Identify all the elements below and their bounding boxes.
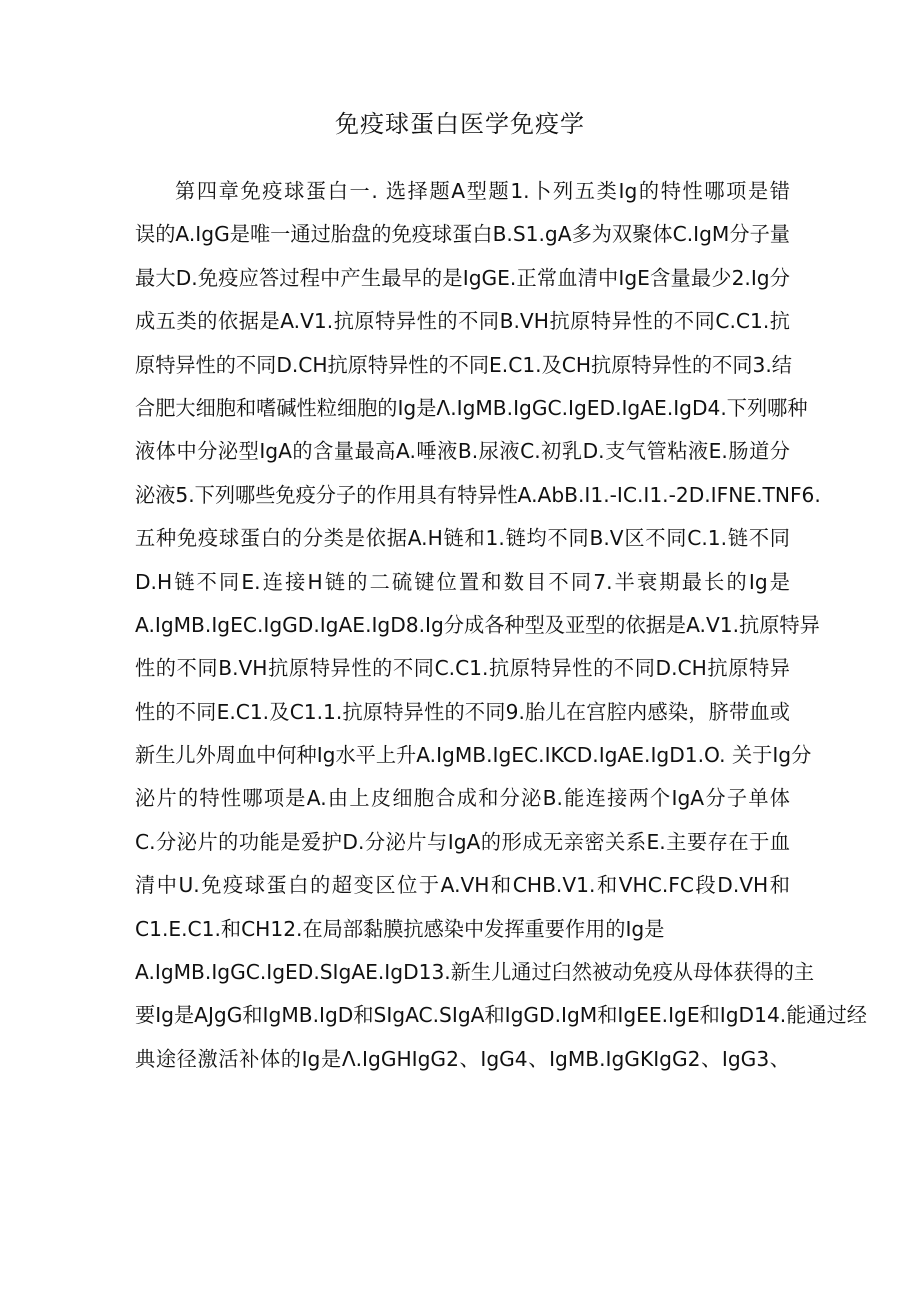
body-line: 清中U.免疫球蛋白的超变区位于A.VH和CHB.V1.和VHC.FC段D.VH和 — [135, 873, 790, 898]
body-line: D.H链不同E.连接H链的二硫键位置和数目不同7.半衰期最长的Ig是 — [135, 569, 790, 594]
document-title: 免疫球蛋白医学免疫学 — [335, 110, 585, 138]
body-line: 最大D.免疫应答过程中产生最早的是IgGE.正常血清中IgE含量最少2.Ig分 — [135, 265, 790, 290]
body-line: 五种免疫球蛋白的分类是依据A.H链和1.链均不同B.V区不同C.1.链不同 — [135, 526, 790, 551]
body-line: 误的A.IgG是唯一通过胎盘的免疫球蛋白B.S1.gA多为双聚体C.IgM分子量 — [135, 222, 790, 247]
body-line: 典途径激活补体的Ig是Λ.IgGHIgG2、IgG4、IgMB.IgGKIgG2、IgG3、 — [135, 1046, 790, 1071]
body-line: 泌片的特性哪项是A.由上皮细胞合成和分泌B.能连接两个IgA分子单体 — [135, 786, 790, 811]
body-line: 合肥大细胞和嗜碱性粒细胞的Ig是Λ.IgMB.IgGC.IgED.IgAE.IgD4.下列哪种 — [135, 395, 808, 420]
body-line: 液体中分泌型IgA的含量最高A.唾液B.尿液C.初乳D.支气管粘液E.肠道分 — [135, 439, 790, 464]
body-line: A.IgMB.IgEC.IgGD.IgAE.IgD8.Ig分成各种型及亚型的依据是A.V1.抗原特异 — [135, 612, 820, 637]
body-line: 第四章免疫球蛋白一. 选择题A型题1.卜列五类Ig的特性哪项是错 — [175, 179, 790, 203]
body-line: 性的不同E.C1.及C1.1.抗原特异性的不同9.胎儿在宫腔内感染，脐带血或 — [135, 699, 790, 724]
body-line: 成五类的依据是A.V1.抗原特异性的不同B.VH抗原特异性的不同C.C1.抗 — [135, 309, 790, 334]
body-line: 要Ig是AJgG和IgMB.IgD和SIgAC.SIgA和IgGD.IgM和IgEE.IgE和IgD14.能通过经 — [135, 1003, 867, 1028]
document-body — [135, 170, 867, 1081]
body-line: C1.E.C1.和CH12.在局部黏膜抗感染中发挥重要作用的Ig是 — [135, 916, 665, 941]
body-line: 原特异性的不同D.CH抗原特异性的不同E.C1.及CH抗原特异性的不同3.结 — [135, 352, 792, 377]
body-line: 新生儿外周血中何种Ig水平上升A.IgMB.IgEC.IKCD.IgAE.IgD1.O. 关于Ig分 — [135, 743, 812, 768]
body-line: 泌液5.下列哪些免疫分子的作用具有特异性A.AbB.I1.-IC.I1.-2D.IFNE.TNF6. — [135, 482, 821, 507]
body-line: 性的不同B.VH抗原特异性的不同C.C1.抗原特异性的不同D.CH抗原特异 — [135, 656, 790, 681]
body-line: C.分泌片的功能是爱护D.分泌片与IgA的形成无亲密关系E.主要存在于血 — [135, 829, 790, 854]
body-line: A.IgMB.IgGC.IgED.SIgAE.IgD13.新生儿通过臼然被动免疫从母体获得的主 — [135, 960, 815, 985]
